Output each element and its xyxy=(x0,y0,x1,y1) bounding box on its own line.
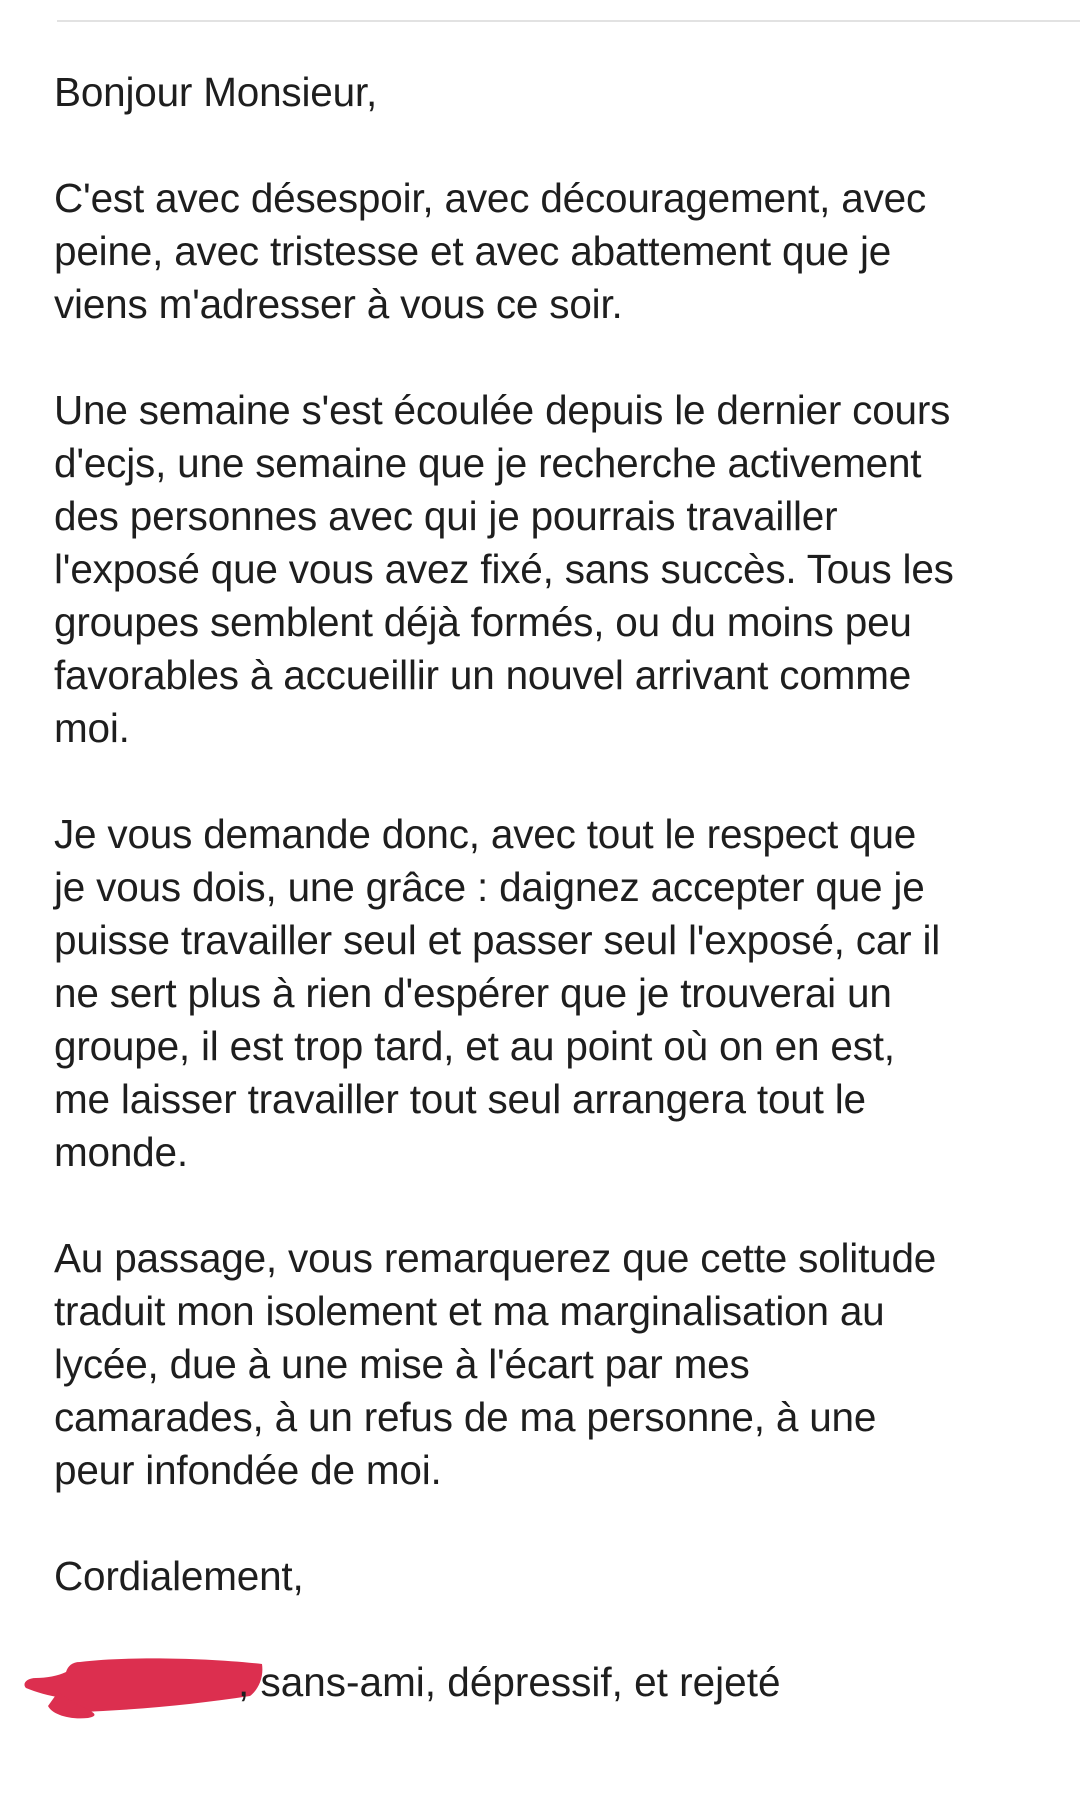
closing: Cordialement, xyxy=(54,1553,304,1599)
paragraph-3: Je vous demande donc, avec tout le respect que je vous dois, une grâce : daignez accepter que je puisse travailler seul et passer seul l'exposé, car il ne sert plus à rien d'espérer que je trouverai un groupe, il est trop tard, et au point où on en est, me laisser travailler tout seul arrangera tout le monde. xyxy=(54,811,941,1175)
signature-line xyxy=(0,1648,1080,1718)
paragraph-2: Une semaine s'est écoulée depuis le dernier cours d'ecjs, une semaine que je recherche activement des personnes avec qui je pourrais travailler l'exposé que vous avez fixé, sans succès. Tous les groupes semblent déjà formés, ou du moins peu favorables à accueillir un nouvel arrivant comme moi. xyxy=(54,387,954,751)
paragraph-1: C'est avec désespoir, avec découragement, avec peine, avec tristesse et avec abattement que je viens m'adresser à vous ce soir. xyxy=(54,175,927,327)
greeting: Bonjour Monsieur, xyxy=(54,69,378,115)
paragraph-4: Au passage, vous remarquerez que cette solitude traduit mon isolement et ma marginalisation au lycée, due à une mise à l'écart par mes camarades, à un refus de ma personne, à une peur infondée de moi. xyxy=(54,1235,937,1493)
top-divider xyxy=(57,20,1080,22)
redaction-scribble xyxy=(18,1652,268,1720)
signature-text: , sans-ami, dépressif, et rejeté xyxy=(238,1659,781,1705)
email-body xyxy=(54,66,1064,1656)
